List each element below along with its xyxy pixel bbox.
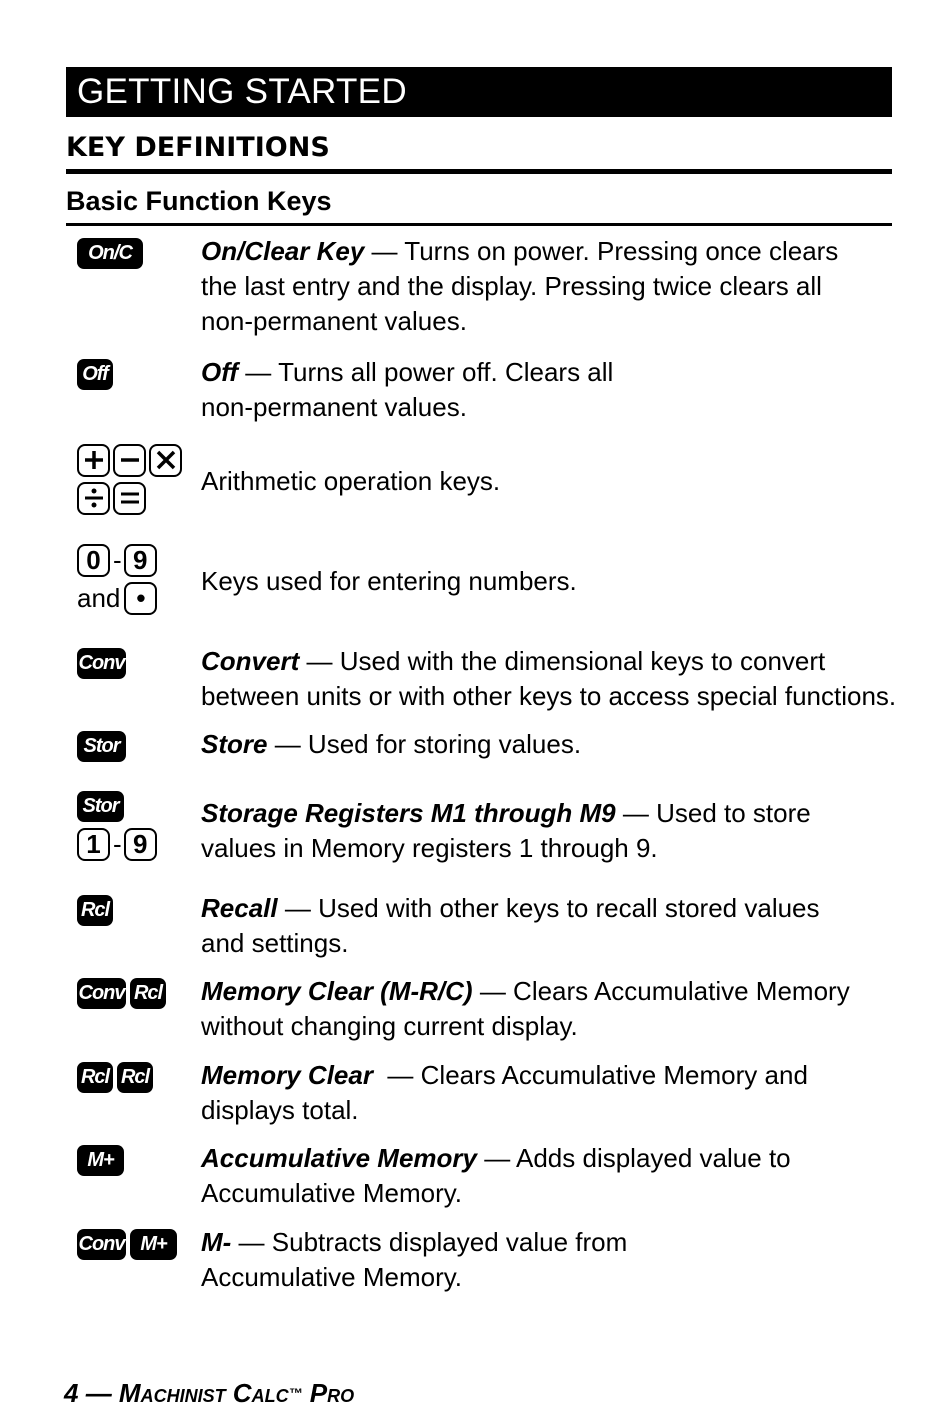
desc-line: Used with the dimensional keys to convert (339, 646, 826, 676)
definition-text (201, 974, 901, 1044)
conv-key-icon: Conv (77, 1229, 126, 1260)
desc-line: values in Memory registers 1 through 9. (201, 833, 658, 863)
subsection-title: Basic Function Keys (66, 184, 892, 226)
term: Off (201, 357, 239, 387)
and-label: and (77, 582, 121, 613)
key-group (77, 1141, 128, 1179)
dash: — (231, 1227, 272, 1257)
term: Convert (201, 646, 300, 676)
definition-text (201, 441, 901, 521)
dash: — (238, 357, 279, 387)
key-group (77, 1058, 157, 1096)
desc-line: displays total. (201, 1095, 359, 1125)
on-clear-key-icon: On/C (77, 238, 143, 269)
section-title: KEY DEFINITIONS (66, 130, 892, 174)
desc-line: Turns all power off. Clears all (278, 357, 614, 387)
stor-key-icon: Stor (77, 731, 126, 762)
desc-line: between units or with other keys to access special functions. (201, 681, 897, 711)
conv-key-icon: Conv (77, 978, 126, 1009)
key-group (77, 974, 170, 1012)
definition-text (201, 644, 901, 714)
off-key-icon: Off (77, 359, 113, 390)
desc-line: Keys used for entering numbers. (201, 565, 577, 596)
key-group (77, 891, 117, 929)
range-dash: - (113, 828, 122, 859)
one-key-icon: 1 (77, 828, 110, 861)
m-plus-key-icon: M+ (130, 1229, 177, 1260)
key-group (77, 234, 147, 272)
desc-line: Clears Accumulative Memory and (420, 1060, 808, 1090)
equals-key-icon (113, 482, 146, 515)
desc-line: Accumulative Memory. (201, 1178, 463, 1208)
rcl-key-icon: Rcl (130, 978, 166, 1009)
desc-line: the last entry and the display. Pressing twice clears all (201, 271, 822, 301)
minus-key-icon (113, 444, 146, 477)
page-number: 4 (64, 1378, 79, 1408)
key-group (77, 355, 117, 393)
definition-text (201, 1225, 901, 1295)
divide-key-icon (77, 482, 110, 515)
key-group (77, 727, 130, 765)
desc-line: Used with other keys to recall stored values (318, 893, 820, 923)
definition-text (201, 796, 901, 866)
conv-key-icon: Conv (77, 648, 126, 679)
page-footer (64, 1378, 354, 1409)
range-dash: - (113, 544, 122, 575)
definition-text (201, 234, 901, 339)
desc-line: Arithmetic operation keys. (201, 465, 501, 496)
dash: — (615, 798, 657, 828)
decimal-key-icon: • (124, 582, 157, 615)
desc-line: non-permanent values. (201, 306, 467, 336)
key-group (77, 644, 130, 682)
desc-line: without changing current display. (201, 1011, 578, 1041)
term: M- (201, 1227, 232, 1257)
chapter-title: GETTING STARTED (66, 67, 892, 117)
desc-line: and settings. (201, 928, 349, 958)
dash: — (267, 729, 308, 759)
key-group (77, 1225, 181, 1263)
m-plus-key-icon: M+ (77, 1145, 124, 1176)
zero-key-icon: 0 (77, 544, 110, 577)
desc-line: Subtracts displayed value from (271, 1227, 628, 1257)
term: Memory Clear (M-R/C) (201, 976, 473, 1006)
rcl-key-icon: Rcl (77, 895, 113, 926)
rcl-key-icon: Rcl (77, 1062, 113, 1093)
nine-key-icon: 9 (124, 544, 157, 577)
desc-line: Accumulative Memory. (201, 1262, 463, 1292)
trademark-symbol: ™ (288, 1385, 303, 1401)
definition-text (201, 727, 901, 762)
footer-dash: — (78, 1378, 119, 1408)
dash: — (476, 1143, 516, 1173)
definition-text (201, 541, 901, 621)
definition-text (201, 1058, 901, 1128)
multiply-key-icon (149, 444, 182, 477)
term: Recall (201, 893, 278, 923)
definition-text (201, 1141, 901, 1211)
term: Storage Registers M1 through M9 (201, 798, 616, 828)
dash: — (380, 1060, 421, 1090)
key-group (77, 541, 160, 617)
term: Store (201, 729, 268, 759)
definition-text (201, 891, 901, 961)
nine-key-icon: 9 (124, 828, 157, 861)
desc-line: Adds displayed value to (516, 1143, 791, 1173)
term: On/Clear Key (201, 236, 365, 266)
desc-line: Used for storing values. (307, 729, 582, 759)
desc-line: Used to store (656, 798, 811, 828)
footer-suffix: Pro (302, 1378, 355, 1408)
stor-key-icon: Stor (77, 791, 124, 822)
desc-line: non-permanent values. (201, 392, 467, 422)
dash: — (364, 236, 405, 266)
dash: — (299, 646, 340, 676)
dash: — (472, 976, 514, 1006)
dash: — (277, 893, 319, 923)
rcl-key-icon: Rcl (117, 1062, 153, 1093)
key-group (77, 787, 160, 863)
definition-text (201, 355, 901, 425)
key-group (77, 441, 185, 517)
footer-title: Machinist Calc (118, 1378, 289, 1408)
desc-line: Turns on power. Pressing once clears (404, 236, 839, 266)
desc-line: Clears Accumulative Memory (513, 976, 850, 1006)
plus-key-icon (77, 444, 110, 477)
term: Memory Clear (201, 1060, 381, 1090)
term: Accumulative Memory (201, 1143, 477, 1173)
